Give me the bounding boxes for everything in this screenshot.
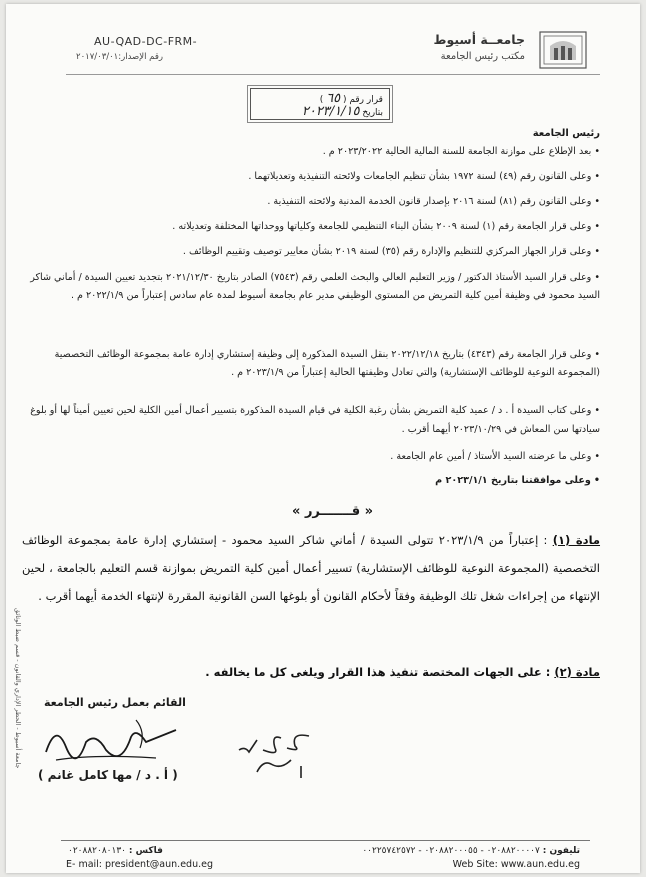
article-1-label: مادة (١) xyxy=(552,533,601,547)
article-2-label: مادة (٢) xyxy=(554,665,600,679)
recital-5: •وعلى قرار الجهاز المركزي للتنظيم والإدارة رقم (٣٥) لسنة ٢٠١٩ بشأن معايير توصيف وتقييم الوظائف . xyxy=(182,246,600,257)
university-logo-icon xyxy=(538,30,588,70)
recital-8: •وعلى كتاب السيدة أ . د / عميد كلية التمريض بشأن رغبة الكلية في قيام السيدة المذكورة بتسيير أعمال أمين الكلية لحين تعيين أميناً لها أو بلوغ سيادتها سن المعاش في ٢٠٢٣/١٠/٢٩ أيهما أقرب . xyxy=(30,405,600,435)
recital-1: •بعد الإطلاع على موازنة الجامعة للسنة المالية الحالية ٢٠٢٣/٢٠٢٢ م . xyxy=(322,146,600,157)
header-divider xyxy=(66,74,600,75)
recital-6: •وعلى قرار السيد الأستاذ الدكتور / وزير التعليم العالي والبحث العلمي رقم (٧٥٤٣) الصادر بتاريخ ٢٠٢١/١٢/٣٠ بتجديد تعيين السيدة / أماني شاكر السيد محمود في وظيفة أمين كلية التمريض من المستوى الوظيفي مدير عام بجامعة أسيوط لمدة عام سادس إعتباراً من ٢٠٢٢/١/٩ م . xyxy=(30,272,600,301)
footer-website[interactable]: Web Site: www.aun.edu.eg xyxy=(452,859,580,870)
footer-email[interactable]: E- mail: president@aun.edu.eg xyxy=(66,859,213,870)
signatory-name: ( أ . د / مها كامل غانم ) xyxy=(38,768,178,782)
footer-fax: فاكس : ٠٢٠٨٨٢٠٨٠١٣٠ xyxy=(68,846,163,856)
article-2 xyxy=(22,658,600,686)
signatory-title: القائم بعمل رئيس الجامعة xyxy=(44,696,186,709)
recital-7: •وعلى قرار الجامعة رقم (٤٣٤٣) بتاريخ ٢٠٢٢/١٢/١٨ بنقل السيدة المذكورة إلى وظيفة إستشاري إدارة عامة بمجموعة الوظائف التخصصية (المجموعة النوعية للوظائف الإستشارية) والتي تعادل وظيفتها الحالية إعتباراً من ٢٠٢٣/١/٩ م . xyxy=(54,349,600,378)
recital-2: •وعلى القانون رقم (٤٩) لسنة ١٩٧٢ بشأن تنظيم الجامعات ولائحته التنفيذية وتعديلاتهما . xyxy=(248,171,600,182)
decree-number-label: قرار رقم ( xyxy=(343,95,383,105)
decree-number-value: ٦٥ xyxy=(326,91,341,106)
university-name: جامعــة أسيوط xyxy=(433,32,525,47)
handwritten-note-icon xyxy=(221,726,321,786)
article-1-text: : إعتباراً من ٢٠٢٣/١/٩ تتولى السيدة / أماني شاكر السيد محمود - إستشاري إدارة عامة بمجموعة الوظائف التخصصية (المجموعة النوعية للوظائف الإستشارية) تسيير أعمال أمين كلية التمريض بموازنة قسم التعليم بالجامعة ، لحين الإنتهاء من إجراءات شغل تلك الوظيفة وفقاً لأحكام القانون أو بلوغها السن القانونية المقررة لإنتهاء الخدمة أيهما أقرب . xyxy=(22,533,600,603)
recital-9: •وعلى ما عرضته السيد الأستاذ / أمين عام الجامعة . xyxy=(390,451,600,462)
document-page xyxy=(6,4,640,873)
issue-date: رقم الإصدار:٢٠١٧/٠٣/٠١ xyxy=(76,52,164,62)
side-note: جامعة أسيوط - الحظر الإداري والقانون - قسم ضبط الوثائق xyxy=(14,608,22,769)
president-heading: رئيس الجامعة xyxy=(532,128,600,139)
recital-10: •وعلى موافقتنا بتاريخ ٢٠٢٣/١/١ م xyxy=(435,475,600,486)
form-code: AU-QAD-DC-FRM- xyxy=(94,35,198,48)
footer-divider xyxy=(61,840,590,841)
decree-number-box: قرار رقم ( ٦٥ ) بتاريخ ٢٠٢٣/١/١٥ xyxy=(250,88,390,120)
recital-3: •وعلى القانون رقم (٨١) لسنة ٢٠١٦ بإصدار قانون الخدمة المدنية ولائحته التنفيذية . xyxy=(267,196,600,207)
article-1 xyxy=(22,526,600,610)
signature-icon xyxy=(36,712,186,772)
recital-4: •وعلى قرار الجامعة رقم (١) لسنة ٢٠٠٩ بشأن البناء التنظيمي للجامعة وكلياتها ووحداتها المختلفة وتعديلاته . xyxy=(172,221,600,232)
decree-date-value: ٢٠٢٣/١/١٥ xyxy=(301,104,360,119)
decides-heading: « قـــــــرر » xyxy=(292,504,374,519)
article-2-text: : على الجهات المختصة تنفيذ هذا القرار ويلغى كل ما يخالفه . xyxy=(205,665,551,679)
footer-phones: تليفون : ٠٢٠٨٨٢٠٠٠٠٧ - ٠٢٠٨٨٢٠٠٠٥٥ - ٠٠٢٢٥٧٤٢٥٧٢ xyxy=(362,846,580,856)
decree-date-label: بتاريخ xyxy=(362,108,383,118)
office-name: مكتب رئيس الجامعة xyxy=(440,51,525,62)
